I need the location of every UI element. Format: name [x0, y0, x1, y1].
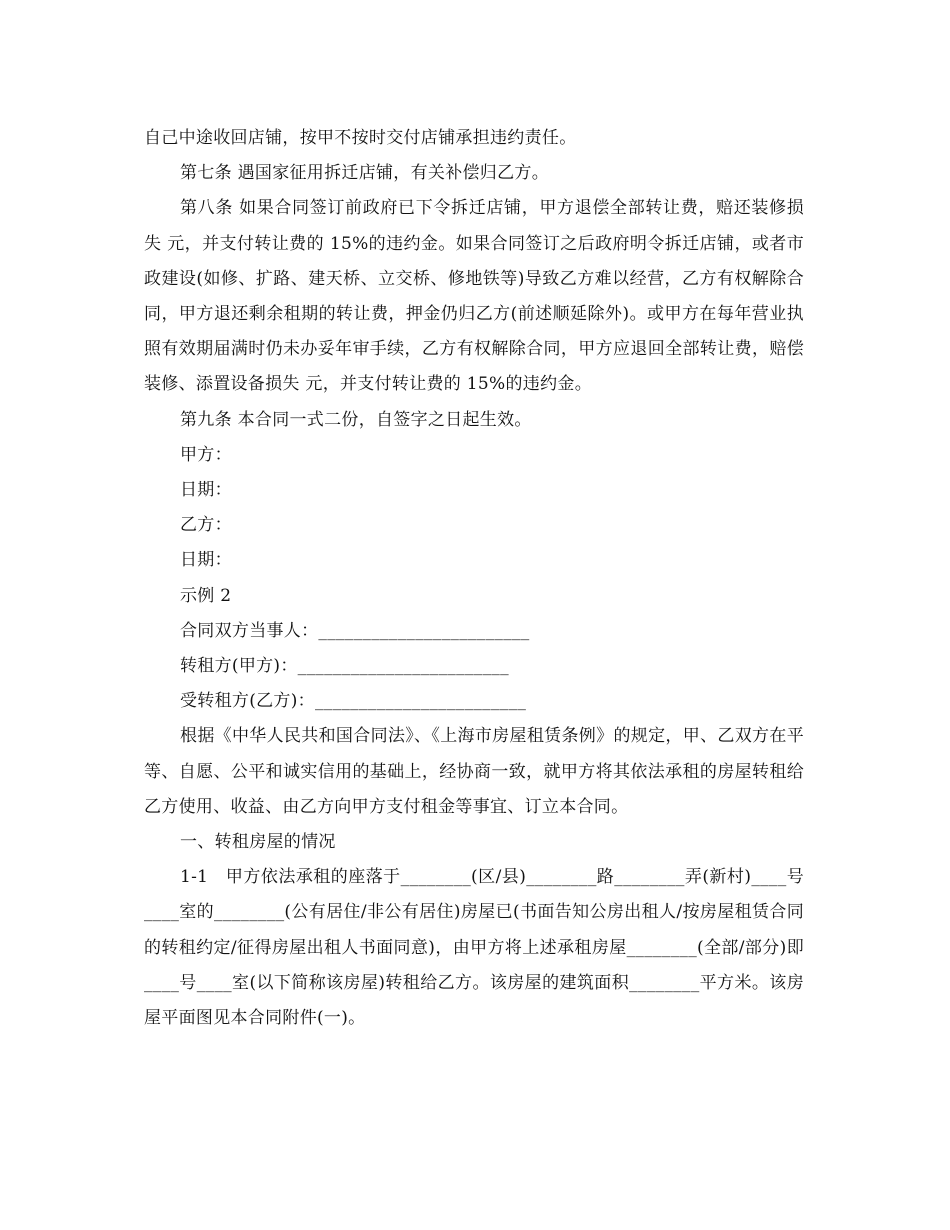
clause-1-1-paragraph: 1-1 甲方依法承租的座落于________(区/县)________路________弄(新村)____号____室的________(公有居住/非公有居住)房屋已(书面告知公房出租人/按房屋租赁合同的转租约定/征得房屋出租人书面同意)，由甲方将上述承租房屋________(全部/部分)即____号____室(以下简称该房屋)转租给乙方。该房屋的建筑面积________平方米。该房屋平面图见本合同附件(一)。 [144, 867, 804, 1029]
section-1-heading: 一、转租房屋的情况 [180, 832, 336, 853]
example-2-heading: 示例 2 [180, 585, 232, 606]
article-7-paragraph: 第七条 遇国家征用拆迁店铺，有关补偿归乙方。 [180, 163, 550, 184]
article-8-paragraph: 第八条 如果合同签订前政府已下令拆迁店铺，甲方退偿全部转让费，赔还装修损失 元，并支付转让费的 15%的违约金。如果合同签订之后政府明令拆迁店铺，或者市政建设(如修、扩路、建天桥、立交桥、修地铁等)导致乙方难以经营，乙方有权解除合同，甲方退还剩余租期的转让费，押金仍归乙方(前述顺延除外)。或甲方在每年营业执照有效期届满时仍未办妥年审手续，乙方有权解除合同，甲方应退回全部转让费，赔偿装修、添置设备损失 元，并支付转让费的 15%的违约金。 [144, 198, 804, 395]
date-a-label: 日期： [180, 480, 232, 501]
document-body [144, 121, 804, 1036]
date-b-label: 日期： [180, 550, 232, 571]
contract-parties-line: 合同双方当事人：________________________ [180, 620, 530, 641]
sublessee-line: 受转租方(乙方)：________________________ [180, 691, 527, 712]
preamble-paragraph: 根据《中华人民共和国合同法》、《上海市房屋租赁条例》的规定，甲、乙双方在平等、自愿、公平和诚实信用的基础上，经协商一致，就甲方将其依法承租的房屋转租给乙方使用、收益、由乙方向甲方支付租金等事宜、订立本合同。 [144, 726, 804, 817]
party-a-label: 甲方： [180, 444, 232, 465]
sublessor-line: 转租方(甲方)：________________________ [180, 656, 509, 677]
article-9-paragraph: 第九条 本合同一式二份，自签字之日起生效。 [180, 409, 532, 430]
paragraph-continuation: 自己中途收回店铺，按甲不按时交付店铺承担违约责任。 [144, 128, 577, 148]
party-b-label: 乙方： [180, 515, 232, 536]
